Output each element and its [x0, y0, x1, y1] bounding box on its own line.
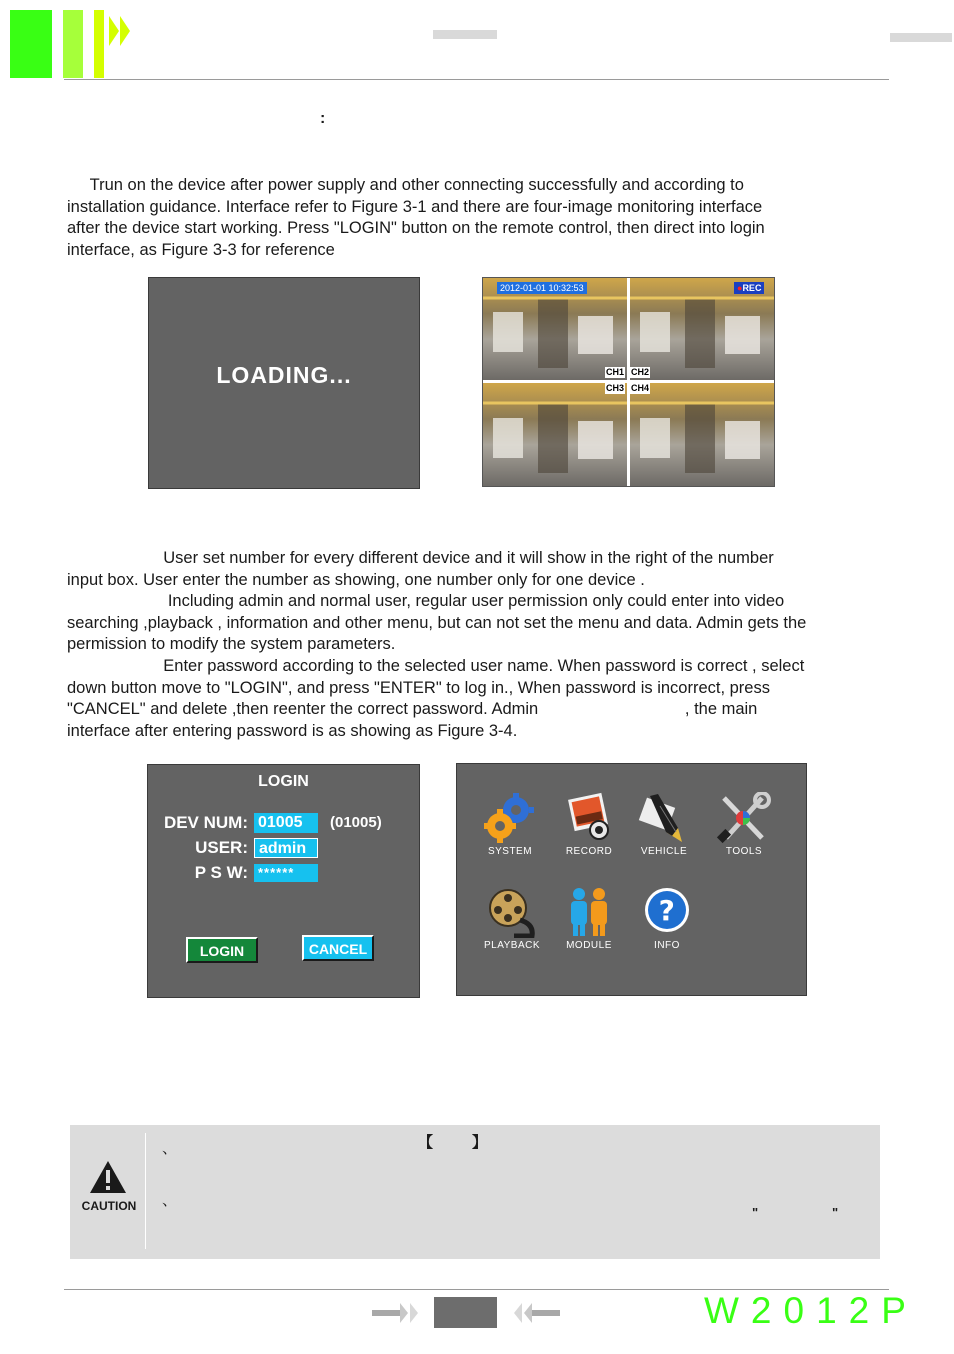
camera-feeds [483, 278, 774, 486]
dev-num-hint: (01005) [330, 814, 382, 831]
menu-item-module[interactable] [554, 886, 624, 951]
camera-feed-4 [630, 383, 774, 486]
details-line: User set number for every different device and it will show in the right of the number [67, 549, 774, 567]
quad-monitor-screen [482, 277, 775, 487]
menu-item-tools[interactable] [709, 792, 779, 857]
camera-feed-3 [483, 383, 627, 486]
rec-label: REC [742, 283, 762, 293]
intro-line: interface, as Figure 3-3 for reference [67, 240, 335, 259]
wrench-screwdriver-icon [716, 792, 772, 844]
intro-paragraph [67, 175, 897, 261]
menu-item-label: INFO [654, 940, 680, 951]
caution-quote-close: " [832, 1205, 839, 1220]
intro-line: after the device start working. Press "LOGIN" button on the remote control, then direct into login [67, 219, 765, 238]
footer-arrow-left-icon [508, 1300, 560, 1326]
loading-text: LOADING... [216, 362, 352, 388]
intro-line: Trun on the device after power supply and other connecting successfully and according to [67, 176, 744, 194]
menu-item-label: TOOLS [725, 846, 763, 857]
main-menu-screen [456, 763, 807, 996]
channel-label-2: CH2 [631, 367, 650, 377]
login-button[interactable]: LOGIN [186, 937, 258, 963]
question-mark-icon [639, 886, 695, 938]
caution-divider [145, 1133, 146, 1249]
footer-arrow-right-icon [372, 1300, 424, 1326]
details-line: interface after entering password is as showing as Figure 3-4. [67, 721, 518, 740]
rec-indicator [734, 282, 764, 294]
section-colon: : [320, 110, 326, 127]
menu-item-system[interactable] [475, 792, 545, 857]
channel-label-3: CH3 [606, 383, 625, 393]
caution-label: CAUTION [81, 1199, 137, 1213]
menu-item-info[interactable] [632, 886, 702, 951]
dev-num-label: DEV NUM: [163, 813, 248, 832]
gears-icon [482, 792, 538, 844]
channel-label-4: CH4 [631, 383, 650, 393]
user-label: USER: [195, 838, 248, 857]
details-line: down button move to "LOGIN", and press "ENTER" to log in., When password is incorrect, press [67, 678, 770, 697]
header-rule [64, 79, 889, 80]
dev-num-field[interactable]: 01005 [254, 813, 318, 833]
menu-item-label: PLAYBACK [483, 940, 541, 951]
photo-camera-icon [561, 792, 617, 844]
menu-item-record[interactable] [554, 792, 624, 857]
menu-item-vehicle[interactable] [629, 792, 699, 857]
header-gray-bar-center [433, 30, 497, 39]
menu-item-playback[interactable] [477, 886, 547, 951]
warning-triangle-icon [88, 1159, 128, 1195]
channel-label-1: CH1 [606, 367, 625, 377]
header-chevrons-icon [107, 14, 133, 48]
details-line: input box. User enter the number as showing, one number only for one device . [67, 570, 645, 589]
details-line: Including admin and normal user, regular user permission only could enter into video [67, 592, 785, 611]
svg-text:?: ? [658, 894, 676, 927]
pen-nib-icon [636, 792, 692, 844]
footer-model-name: W2012P [704, 1290, 918, 1331]
caution-mark-2: 、 [162, 1192, 178, 1209]
details-line: permission to modify the system parameters. [67, 635, 396, 654]
cancel-button[interactable]: CANCEL [302, 935, 374, 961]
header-green-bar-2 [63, 10, 83, 78]
details-line: Enter password according to the selected user name. When password is correct , select [67, 656, 805, 675]
menu-item-label: RECORD [565, 846, 613, 857]
details-paragraph [67, 548, 897, 742]
menu-item-label: MODULE [566, 940, 612, 951]
caution-quote-open: " [752, 1205, 759, 1220]
login-screen [147, 764, 420, 998]
footer-page-block [434, 1297, 497, 1328]
loading-screen [148, 277, 420, 489]
caution-bracket-close: 】 [472, 1134, 488, 1151]
details-line: "CANCEL" and delete ,then reenter the correct password. Admin , the main [67, 700, 758, 719]
timestamp-overlay: 2012-01-01 10:32:53 [497, 282, 587, 294]
password-field[interactable]: ****** [254, 864, 318, 882]
header-green-bar-1 [10, 10, 52, 78]
psw-label: P S W: [194, 863, 248, 882]
caution-mark-1: 、 [162, 1140, 178, 1157]
header-green-bar-3 [94, 10, 104, 78]
rec-dot-icon: ● [737, 283, 743, 293]
caution-box [70, 1125, 880, 1259]
intro-line: installation guidance. Interface refer to Figure 3-1 and there are four-image monitoring interface [67, 197, 763, 216]
details-line: searching ,playback , information and other menu, but can not set the menu and data. Admin gets the [67, 613, 807, 632]
header-gray-bar-right [890, 33, 952, 42]
film-reel-icon [484, 886, 540, 938]
users-icon [561, 886, 617, 938]
user-field[interactable]: admin [254, 838, 318, 858]
login-title: LOGIN [258, 773, 309, 790]
menu-item-label: VEHICLE [640, 846, 688, 857]
menu-item-label: SYSTEM [487, 846, 533, 857]
caution-bracket-open: 【 [418, 1134, 434, 1151]
